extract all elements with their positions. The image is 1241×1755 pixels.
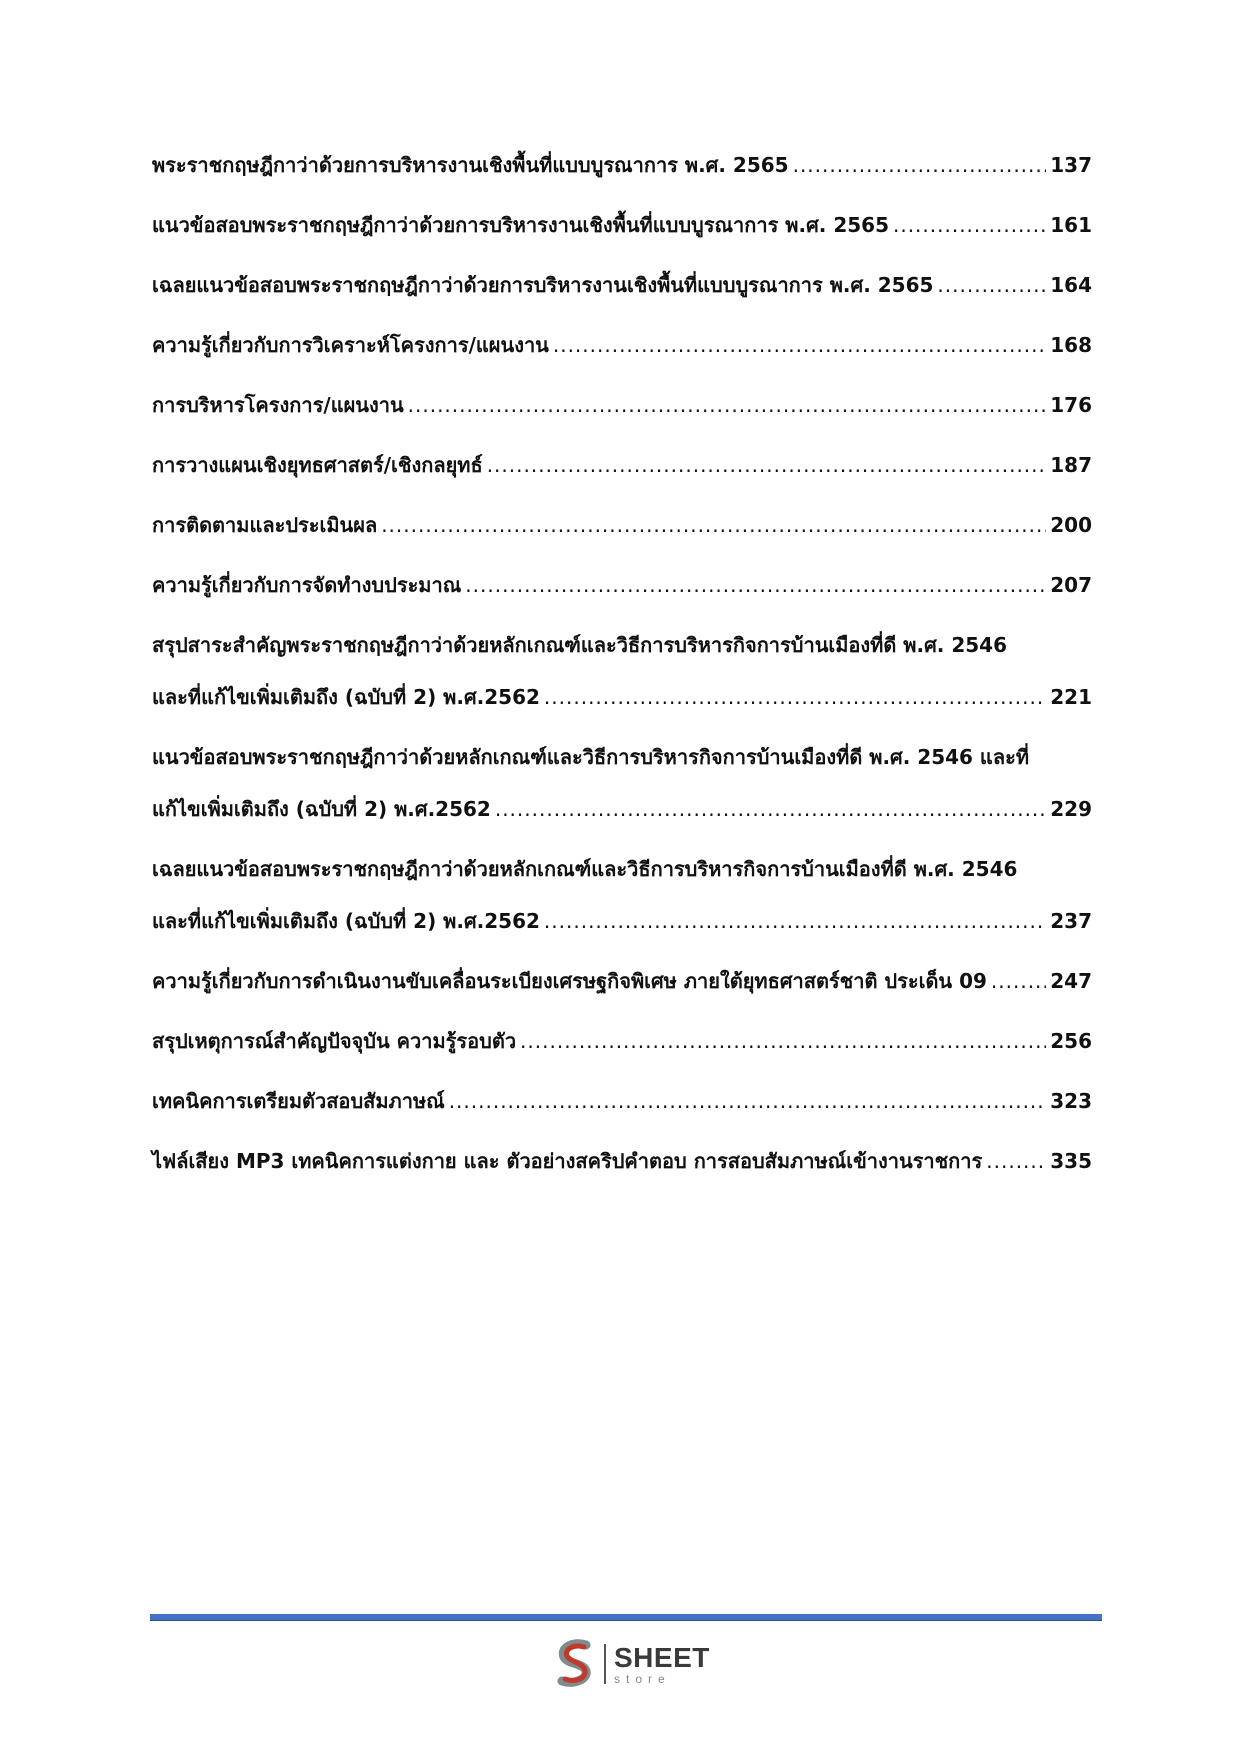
- toc-page-number: 207: [1050, 573, 1092, 597]
- toc-entry-title: เทคนิคการเตรียมตัวสอบสัมภาษณ์: [152, 1089, 445, 1113]
- dot-leader: [487, 450, 1047, 480]
- toc-entry[interactable]: [152, 330, 1092, 360]
- toc-page-number: 187: [1050, 453, 1092, 477]
- logo-word: SHEET: [614, 1641, 710, 1673]
- toc-page-number: 168: [1050, 333, 1092, 357]
- toc-entry-title: เฉลยแนวข้อสอบพระราชกฤษฎีกาว่าด้วยหลักเกณฑ์และวิธีการบริหารกิจการบ้านเมืองที่ดี พ.ศ. 2546: [152, 857, 1018, 881]
- toc-entry-title-cont: และที่แก้ไขเพิ่มเติมถึง (ฉบับที่ 2) พ.ศ.2562: [152, 909, 540, 933]
- toc-entry-title: แนวข้อสอบพระราชกฤษฎีกาว่าด้วยการบริหารงานเชิงพื้นที่แบบบูรณาการ พ.ศ. 2565: [152, 213, 889, 237]
- dot-leader: [408, 390, 1047, 420]
- toc-entry-title: ไฟล์เสียง MP3 เทคนิคการแต่งกาย และ ตัวอย่างสคริปคำตอบ การสอบสัมภาษณ์เข้างานราชการ: [152, 1149, 983, 1173]
- logo-separator: [604, 1644, 606, 1684]
- dot-leader: [793, 150, 1047, 180]
- toc-page-number: 256: [1050, 1029, 1092, 1053]
- dot-leader: [544, 682, 1046, 712]
- dot-leader: [381, 510, 1046, 540]
- toc-page-number: 161: [1050, 213, 1092, 237]
- toc-entry[interactable]: [152, 742, 1092, 824]
- toc-page-number: 237: [1050, 909, 1092, 933]
- dot-leader: [495, 794, 1046, 824]
- toc-page-number: 137: [1050, 153, 1092, 177]
- toc-entry-title-cont: แก้ไขเพิ่มเติมถึง (ฉบับที่ 2) พ.ศ.2562: [152, 797, 491, 821]
- toc-page-number: 335: [1050, 1149, 1092, 1173]
- dot-leader: [937, 270, 1046, 300]
- dot-leader: [893, 210, 1046, 240]
- toc-entry[interactable]: [152, 510, 1092, 540]
- toc-entry-title: พระราชกฤษฎีกาว่าด้วยการบริหารงานเชิงพื้นที่แบบบูรณาการ พ.ศ. 2565: [152, 153, 789, 177]
- toc-entry[interactable]: [152, 210, 1092, 240]
- toc-entry[interactable]: [152, 854, 1092, 936]
- toc-page-number: 200: [1050, 513, 1092, 537]
- footer-rule: [150, 1614, 1102, 1621]
- toc-entry-title: การวางแผนเชิงยุทธศาสตร์/เชิงกลยุทธ์: [152, 453, 483, 477]
- logo-text: [614, 1641, 710, 1686]
- toc-entry[interactable]: [152, 270, 1092, 300]
- toc-entry-title: เฉลยแนวข้อสอบพระราชกฤษฎีกาว่าด้วยการบริหารงานเชิงพื้นที่แบบบูรณาการ พ.ศ. 2565: [152, 273, 934, 297]
- toc-entry-title: ความรู้เกี่ยวกับการดำเนินงานขับเคลื่อนระเบียงเศรษฐกิจพิเศษ ภายใต้ยุทธศาสตร์ชาติ ประเด็น 09: [152, 969, 987, 993]
- table-of-contents: [152, 150, 1092, 1206]
- dot-leader: [986, 1146, 1046, 1176]
- toc-entry[interactable]: [152, 630, 1092, 712]
- toc-entry-title: สรุปสาระสำคัญพระราชกฤษฎีกาว่าด้วยหลักเกณฑ์และวิธีการบริหารกิจการบ้านเมืองที่ดี พ.ศ. 2546: [152, 633, 1007, 657]
- dot-leader: [465, 570, 1046, 600]
- toc-page-number: 176: [1050, 393, 1092, 417]
- dot-leader: [991, 966, 1046, 996]
- toc-entry-title: สรุปเหตุการณ์สำคัญปัจจุบัน ความรู้รอบตัว: [152, 1029, 517, 1053]
- toc-entry[interactable]: [152, 150, 1092, 180]
- toc-page-number: 164: [1050, 273, 1092, 297]
- toc-entry[interactable]: [152, 966, 1092, 996]
- toc-page-number: 323: [1050, 1089, 1092, 1113]
- dot-leader: [520, 1026, 1046, 1056]
- logo-subword: store: [614, 1671, 671, 1686]
- dot-leader: [449, 1086, 1047, 1116]
- toc-page-number: 247: [1050, 969, 1092, 993]
- toc-page-number: 229: [1050, 797, 1092, 821]
- dot-leader: [544, 906, 1046, 936]
- toc-entry[interactable]: [152, 1086, 1092, 1116]
- dot-leader: [553, 330, 1046, 360]
- toc-entry[interactable]: [152, 1146, 1092, 1176]
- toc-page-number: 221: [1050, 685, 1092, 709]
- toc-entry[interactable]: [152, 1026, 1092, 1056]
- sheet-store-s-icon: [554, 1639, 598, 1689]
- toc-entry-title-cont: และที่แก้ไขเพิ่มเติมถึง (ฉบับที่ 2) พ.ศ.2562: [152, 685, 540, 709]
- sheet-store-logo: [554, 1636, 710, 1692]
- toc-entry-title: แนวข้อสอบพระราชกฤษฎีกาว่าด้วยหลักเกณฑ์และวิธีการบริหารกิจการบ้านเมืองที่ดี พ.ศ. 2546 และที่: [152, 745, 1030, 769]
- toc-entry[interactable]: [152, 450, 1092, 480]
- toc-entry[interactable]: [152, 570, 1092, 600]
- toc-entry-title: การบริหารโครงการ/แผนงาน: [152, 393, 404, 417]
- toc-entry-title: การติดตามและประเมินผล: [152, 513, 378, 537]
- toc-entry[interactable]: [152, 390, 1092, 420]
- toc-entry-title: ความรู้เกี่ยวกับการวิเคราะห์โครงการ/แผนงาน: [152, 333, 549, 357]
- toc-entry-title: ความรู้เกี่ยวกับการจัดทำงบประมาณ: [152, 573, 462, 597]
